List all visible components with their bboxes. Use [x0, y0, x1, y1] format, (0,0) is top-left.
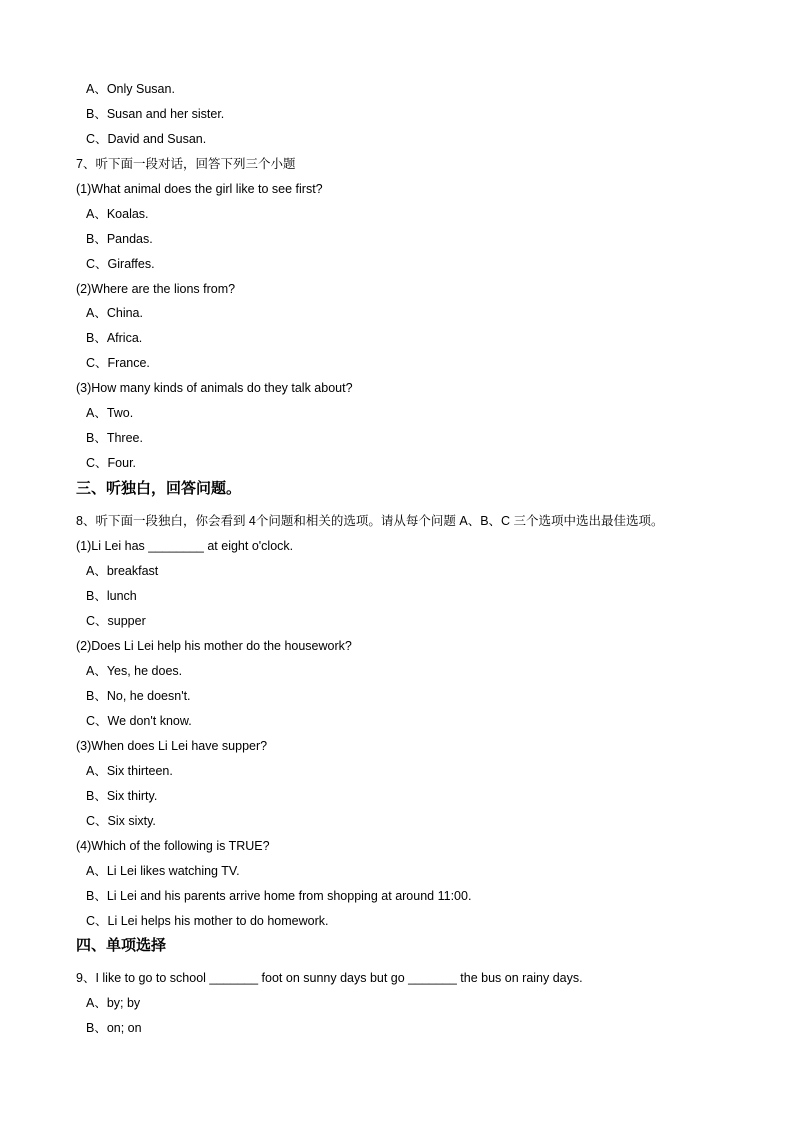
q7-3-option-b: B、Three. [86, 431, 143, 445]
q9-option-a: A、by; by [86, 996, 141, 1010]
q7-3-question: (3)How many kinds of animals do they talk about? [76, 381, 353, 395]
q8-2-option-c: C、We don't know. [86, 714, 192, 728]
q8-stem: 8、听下面一段独白，你会看到 4个问题和相关的选项。请从每个问题 A、B、C 三个选项中选出最佳选项。 [76, 514, 664, 528]
q8-1-question: (1)Li Lei has ________ at eight o'clock. [76, 539, 294, 553]
q7-1-option-c: C、Giraffes. [86, 257, 155, 271]
q8-4-option-b: B、Li Lei and his parents arrive home from shopping at around 11:00. [86, 889, 472, 903]
q8-4-question: (4)Which of the following is TRUE? [76, 839, 270, 853]
q6-option-c: C、David and Susan. [86, 132, 207, 146]
q7-2-option-b: B、Africa. [86, 331, 143, 345]
q8-3-question: (3)When does Li Lei have supper? [76, 739, 268, 753]
q7-2-question: (2)Where are the lions from? [76, 282, 236, 296]
q9-option-b: B、on; on [86, 1021, 142, 1035]
q8-1-option-a: A、breakfast [86, 564, 159, 578]
q7-1-option-a: A、Koalas. [86, 207, 149, 221]
q8-1-option-b: B、lunch [86, 589, 137, 603]
section-4-heading: 四、单项选择 [76, 936, 167, 954]
q6-option-a: A、Only Susan. [86, 82, 175, 96]
q6-option-b: B、Susan and her sister. [86, 107, 225, 121]
q8-2-question: (2)Does Li Lei help his mother do the housework? [76, 639, 352, 653]
q8-3-option-b: B、Six thirty. [86, 789, 158, 803]
q7-2-option-a: A、China. [86, 306, 143, 320]
q8-1-option-c: C、supper [86, 614, 146, 628]
section-3-heading: 三、听独白，回答问题。 [76, 479, 242, 497]
q7-2-option-c: C、France. [86, 356, 150, 370]
q8-3-option-a: A、Six thirteen. [86, 764, 173, 778]
q9-question: 9、I like to go to school _______ foot on sunny days but go _______ the bus on rainy days. [76, 971, 583, 985]
q8-4-option-a: A、Li Lei likes watching TV. [86, 864, 240, 878]
q7-1-question: (1)What animal does the girl like to see first? [76, 182, 323, 196]
q8-4-option-c: C、Li Lei helps his mother to do homework. [86, 914, 329, 928]
q7-1-option-b: B、Pandas. [86, 232, 153, 246]
q8-2-option-a: A、Yes, he does. [86, 664, 183, 678]
q8-3-option-c: C、Six sixty. [86, 814, 156, 828]
q7-stem: 7、听下面一段对话，回答下列三个小题 [76, 157, 296, 171]
q8-2-option-b: B、No, he doesn't. [86, 689, 191, 703]
q7-3-option-c: C、Four. [86, 456, 137, 470]
q7-3-option-a: A、Two. [86, 406, 134, 420]
